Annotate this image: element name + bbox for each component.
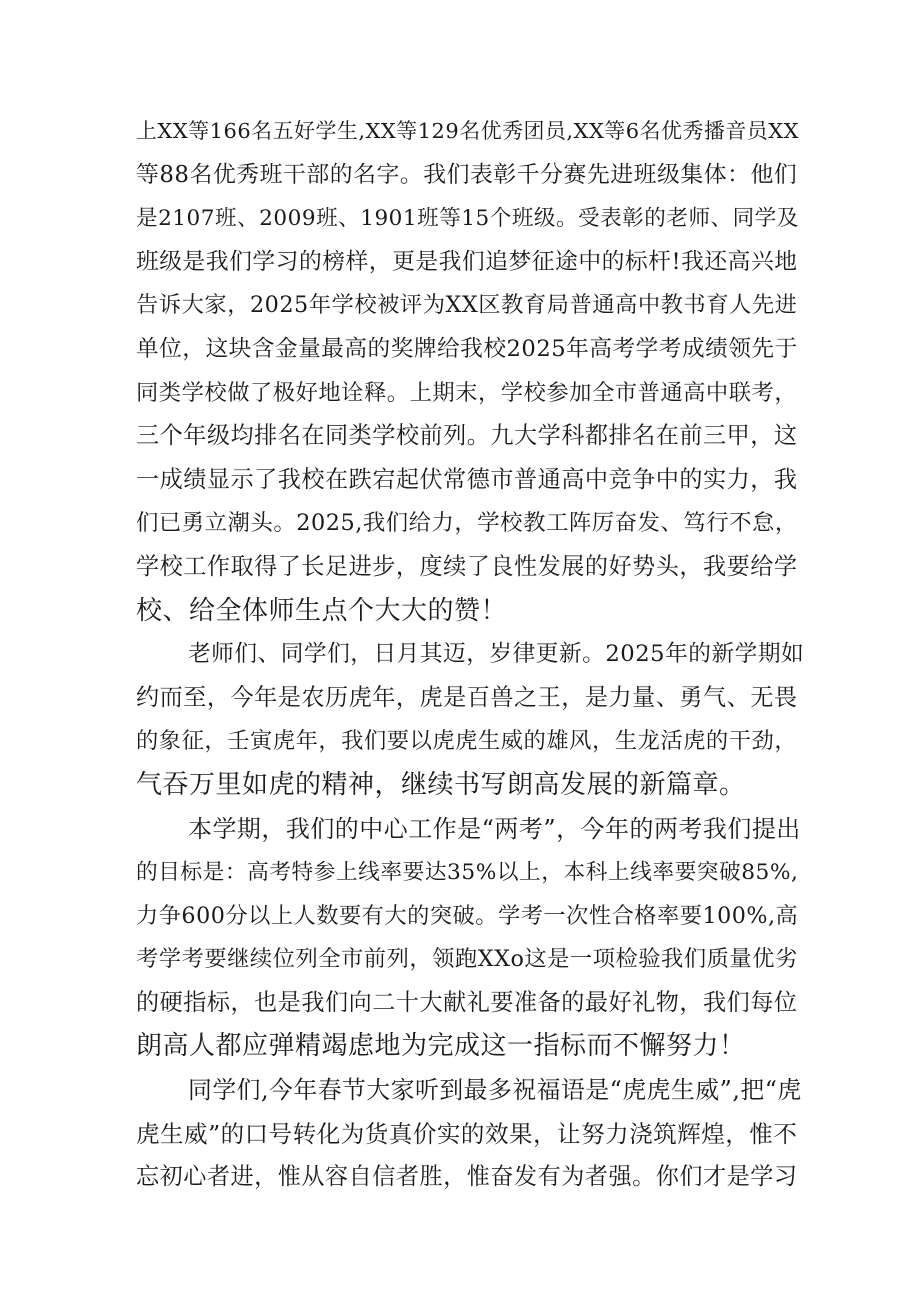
text-line: 的象征，壬寅虎年，我们要以虎虎生威的雄风，生龙活虎的干劲， [136, 728, 798, 755]
text-line: 的目标是：高考特参上线率要达35%以上，本科上线率要突破85%, [136, 860, 799, 886]
text-line: 虎生威”的口号转化为货真价实的效果，让努力浇筑辉煌，惟不 [136, 1119, 798, 1148]
text-line: 们已勇立潮头。2025,我们给力，学校教工阵厉奋发、笃行不怠， [136, 510, 798, 537]
text-line: 老师们、同学们，日月其迈，岁律更新。2025年的新学期如 [188, 641, 805, 668]
text-line: 一成绩显示了我校在跌宕起伏常德市普通高中竞争中的实力，我 [136, 466, 798, 493]
text-line: 学校工作取得了长足进步，度续了良性发展的好势头，我要给学 [136, 553, 798, 580]
text-line: 的硬指标，也是我们向二十大献礼要准备的最好礼物，我们每位 [136, 989, 798, 1016]
text-line: 约而至，今年是农历虎年，虎是百兽之王，是力量、勇气、无畏 [136, 684, 798, 711]
text-line: 同类学校做了极好地诠释。上期末，学校参加全市普通高中联考， [136, 379, 798, 406]
text-line: 上XX等166名五好学生,XX等129名优秀团员,XX等6名优秀播音员XX [136, 119, 800, 143]
text-line: 是2107班、2009班、1901班等15个班级。受表彰的老师、同学及 [136, 206, 799, 232]
text-line: 单位，这块含金量最高的奖牌给我校2025年高考学考成绩领先于 [136, 335, 798, 362]
document-body [136, 110, 805, 1200]
paragraph-2 [136, 633, 805, 807]
text-line: 忘初心者进，惟从容自信者胜，惟奋发有为者强。你们才是学习 [136, 1164, 798, 1191]
text-line: 气吞万里如虎的精神，继续书写朗高发展的新篇章。 [136, 769, 746, 800]
text-line: 告诉大家，2025年学校被评为XX区教育局普通高中教书育人先进 [136, 292, 798, 319]
paragraph-1 [136, 110, 800, 633]
paragraph-4 [136, 1069, 802, 1200]
text-line: 班级是我们学习的榜样，更是我们追梦征途中的标杆!我还高兴地 [136, 248, 798, 275]
text-line: 朗高人都应弹精竭虑地为完成这一指标而不懈努力！ [136, 1031, 746, 1062]
text-line: 三个年级均排名在同类学校前列。九大学科都排名在前三甲，这 [136, 423, 798, 450]
paragraph-3 [136, 808, 801, 1070]
text-line: 本学期，我们的中心工作是“两考”，今年的两考我们提出 [188, 814, 801, 843]
text-line: 力争600分以上人数要有大的突破。学考一次性合格率要100%,高 [136, 902, 799, 929]
text-line: 校、给全体师生点个大大的赞！ [136, 595, 508, 626]
text-line: 同学们,今年春节大家听到最多祝福语是“虎虎生威”,把“虎 [188, 1076, 802, 1105]
text-line: 等88名优秀班干部的名字。我们表彰千分赛先进班级集体：他们 [136, 161, 798, 188]
text-line: 考学考要继续位列全市前列，领跑XXo这是一项检验我们质量优劣 [136, 946, 798, 973]
